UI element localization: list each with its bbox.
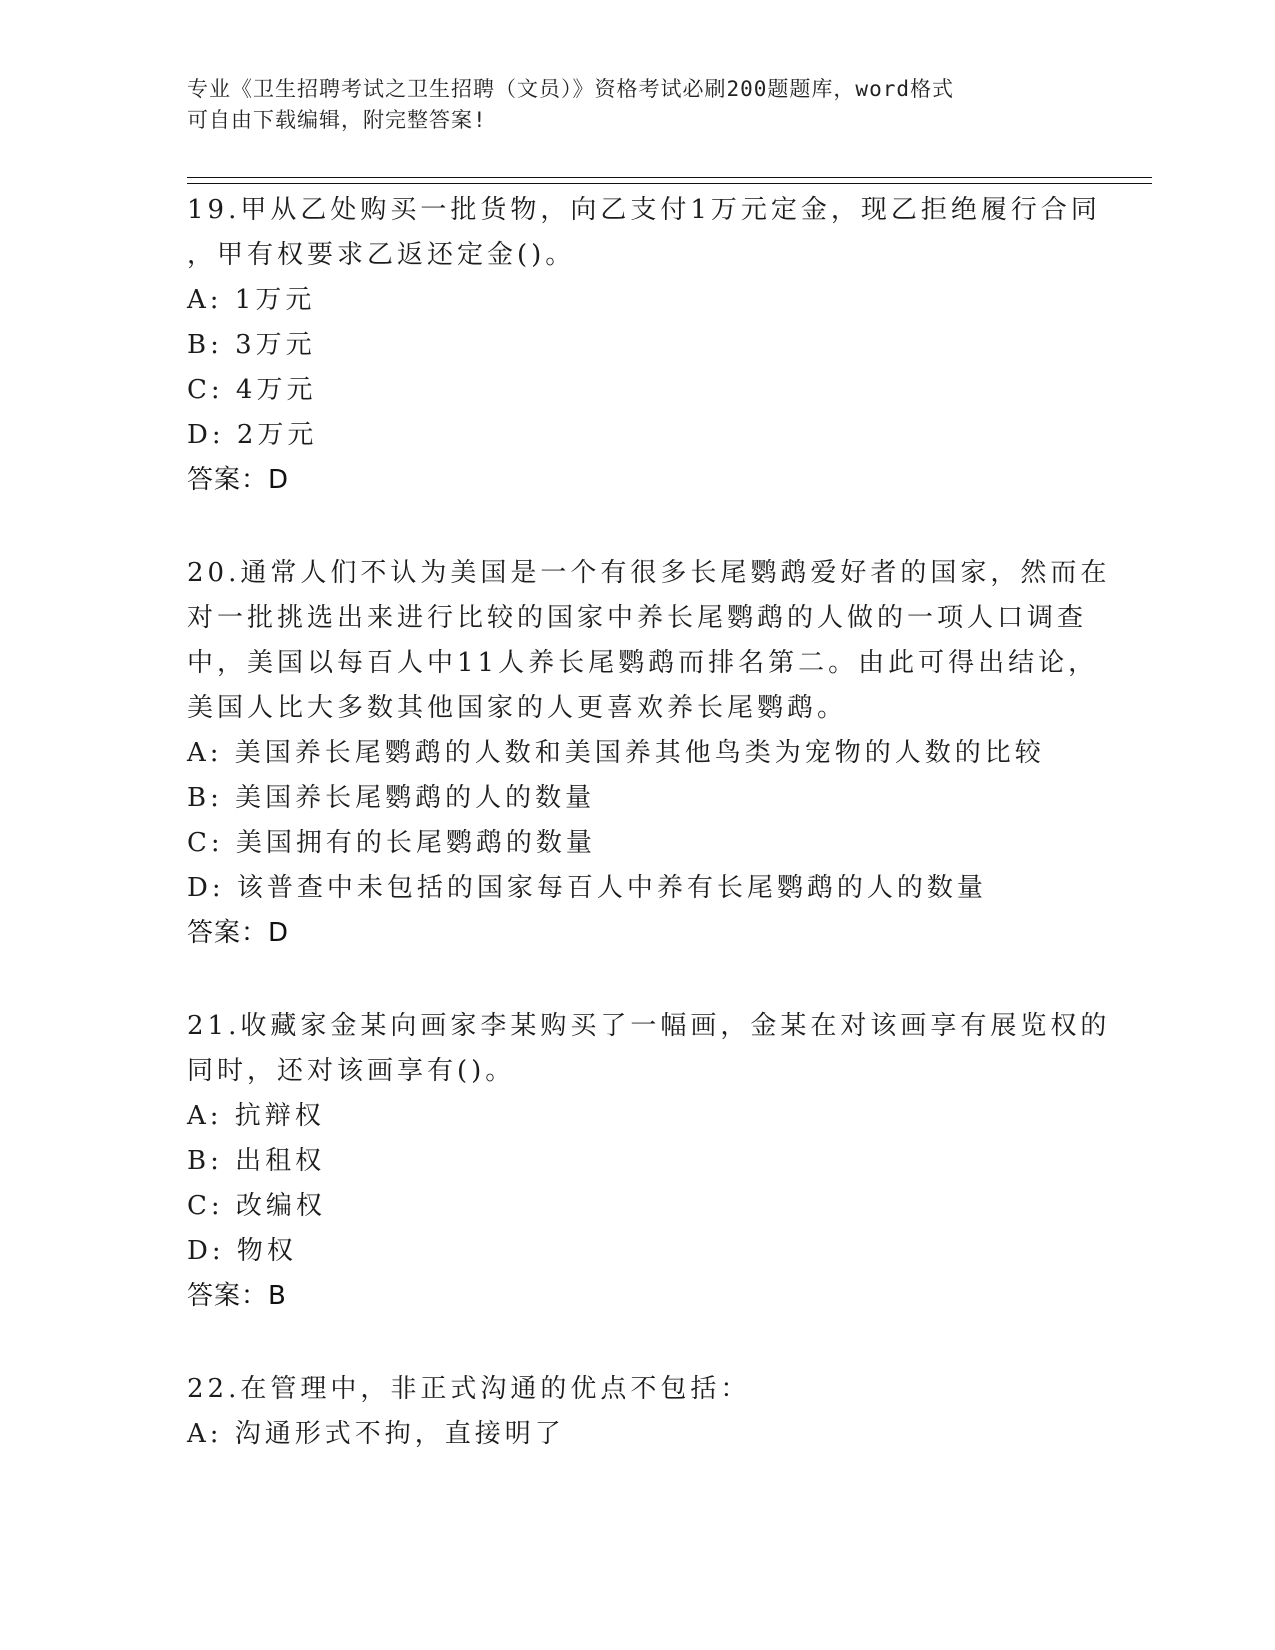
option-c: C: 美国拥有的长尾鹦鹉的数量 [187,828,596,858]
header-divider-top [187,177,1152,178]
stem-line: 对一批挑选出来进行比较的国家中养长尾鹦鹉的人做的一项人口调查 [187,603,1088,633]
header-line-2: 可自由下载编辑，附完整答案! [187,108,487,132]
question-21 [187,1004,1111,1319]
header-divider-bottom [187,183,1152,184]
option-d: D: 2万元 [187,420,318,450]
question-22 [187,1367,1087,1457]
answer-line: 答案：D [187,465,290,495]
question-stem [187,188,1101,278]
stem-line: 22.在管理中，非正式沟通的优点不包括： [187,1374,751,1404]
option-d: D: 该普查中未包括的国家每百人中养有长尾鹦鹉的人的数量 [187,873,987,903]
stem-line: ，甲有权要求乙返还定金()。 [187,240,576,270]
stem-line: 20.通常人们不认为美国是一个有很多长尾鹦鹉爱好者的国家，然而在 [187,558,1111,588]
option-b: B: 美国养长尾鹦鹉的人的数量 [187,783,596,813]
option-a: A: 抗辩权 [187,1101,325,1131]
answer-line: 答案：D [187,918,290,948]
answer-line: 答案：B [187,1281,287,1311]
option-b: B: 出租权 [187,1146,326,1176]
question-19 [187,188,1101,503]
document-header [187,74,1067,136]
stem-line: 中，美国以每百人中11人养长尾鹦鹉而排名第二。由此可得出结论， [187,648,1099,678]
option-c: C: 改编权 [187,1191,326,1221]
question-stem [187,1367,1087,1412]
option-c: C: 4万元 [187,375,317,405]
stem-line: 美国人比大多数其他国家的人更喜欢养长尾鹦鹉。 [187,693,848,723]
question-stem [187,1004,1111,1094]
question-stem [187,551,1111,731]
stem-line: 同时，还对该画享有()。 [187,1056,516,1086]
option-d: D: 物权 [187,1236,297,1266]
option-a: A: 1万元 [187,285,316,315]
option-b: B: 3万元 [187,330,316,360]
option-a: A: 美国养长尾鹦鹉的人数和美国养其他鸟类为宠物的人数的比较 [187,738,1045,768]
question-20 [187,551,1111,956]
stem-line: 19.甲从乙处购买一批货物，向乙支付1万元定金，现乙拒绝履行合同 [187,195,1101,225]
option-a: A: 沟通形式不拘，直接明了 [187,1419,565,1449]
stem-line: 21.收藏家金某向画家李某购买了一幅画，金某在对该画享有展览权的 [187,1011,1111,1041]
header-line-1: 专业《卫生招聘考试之卫生招聘（文员）》资格考试必刷200题题库，word格式 [187,77,954,101]
